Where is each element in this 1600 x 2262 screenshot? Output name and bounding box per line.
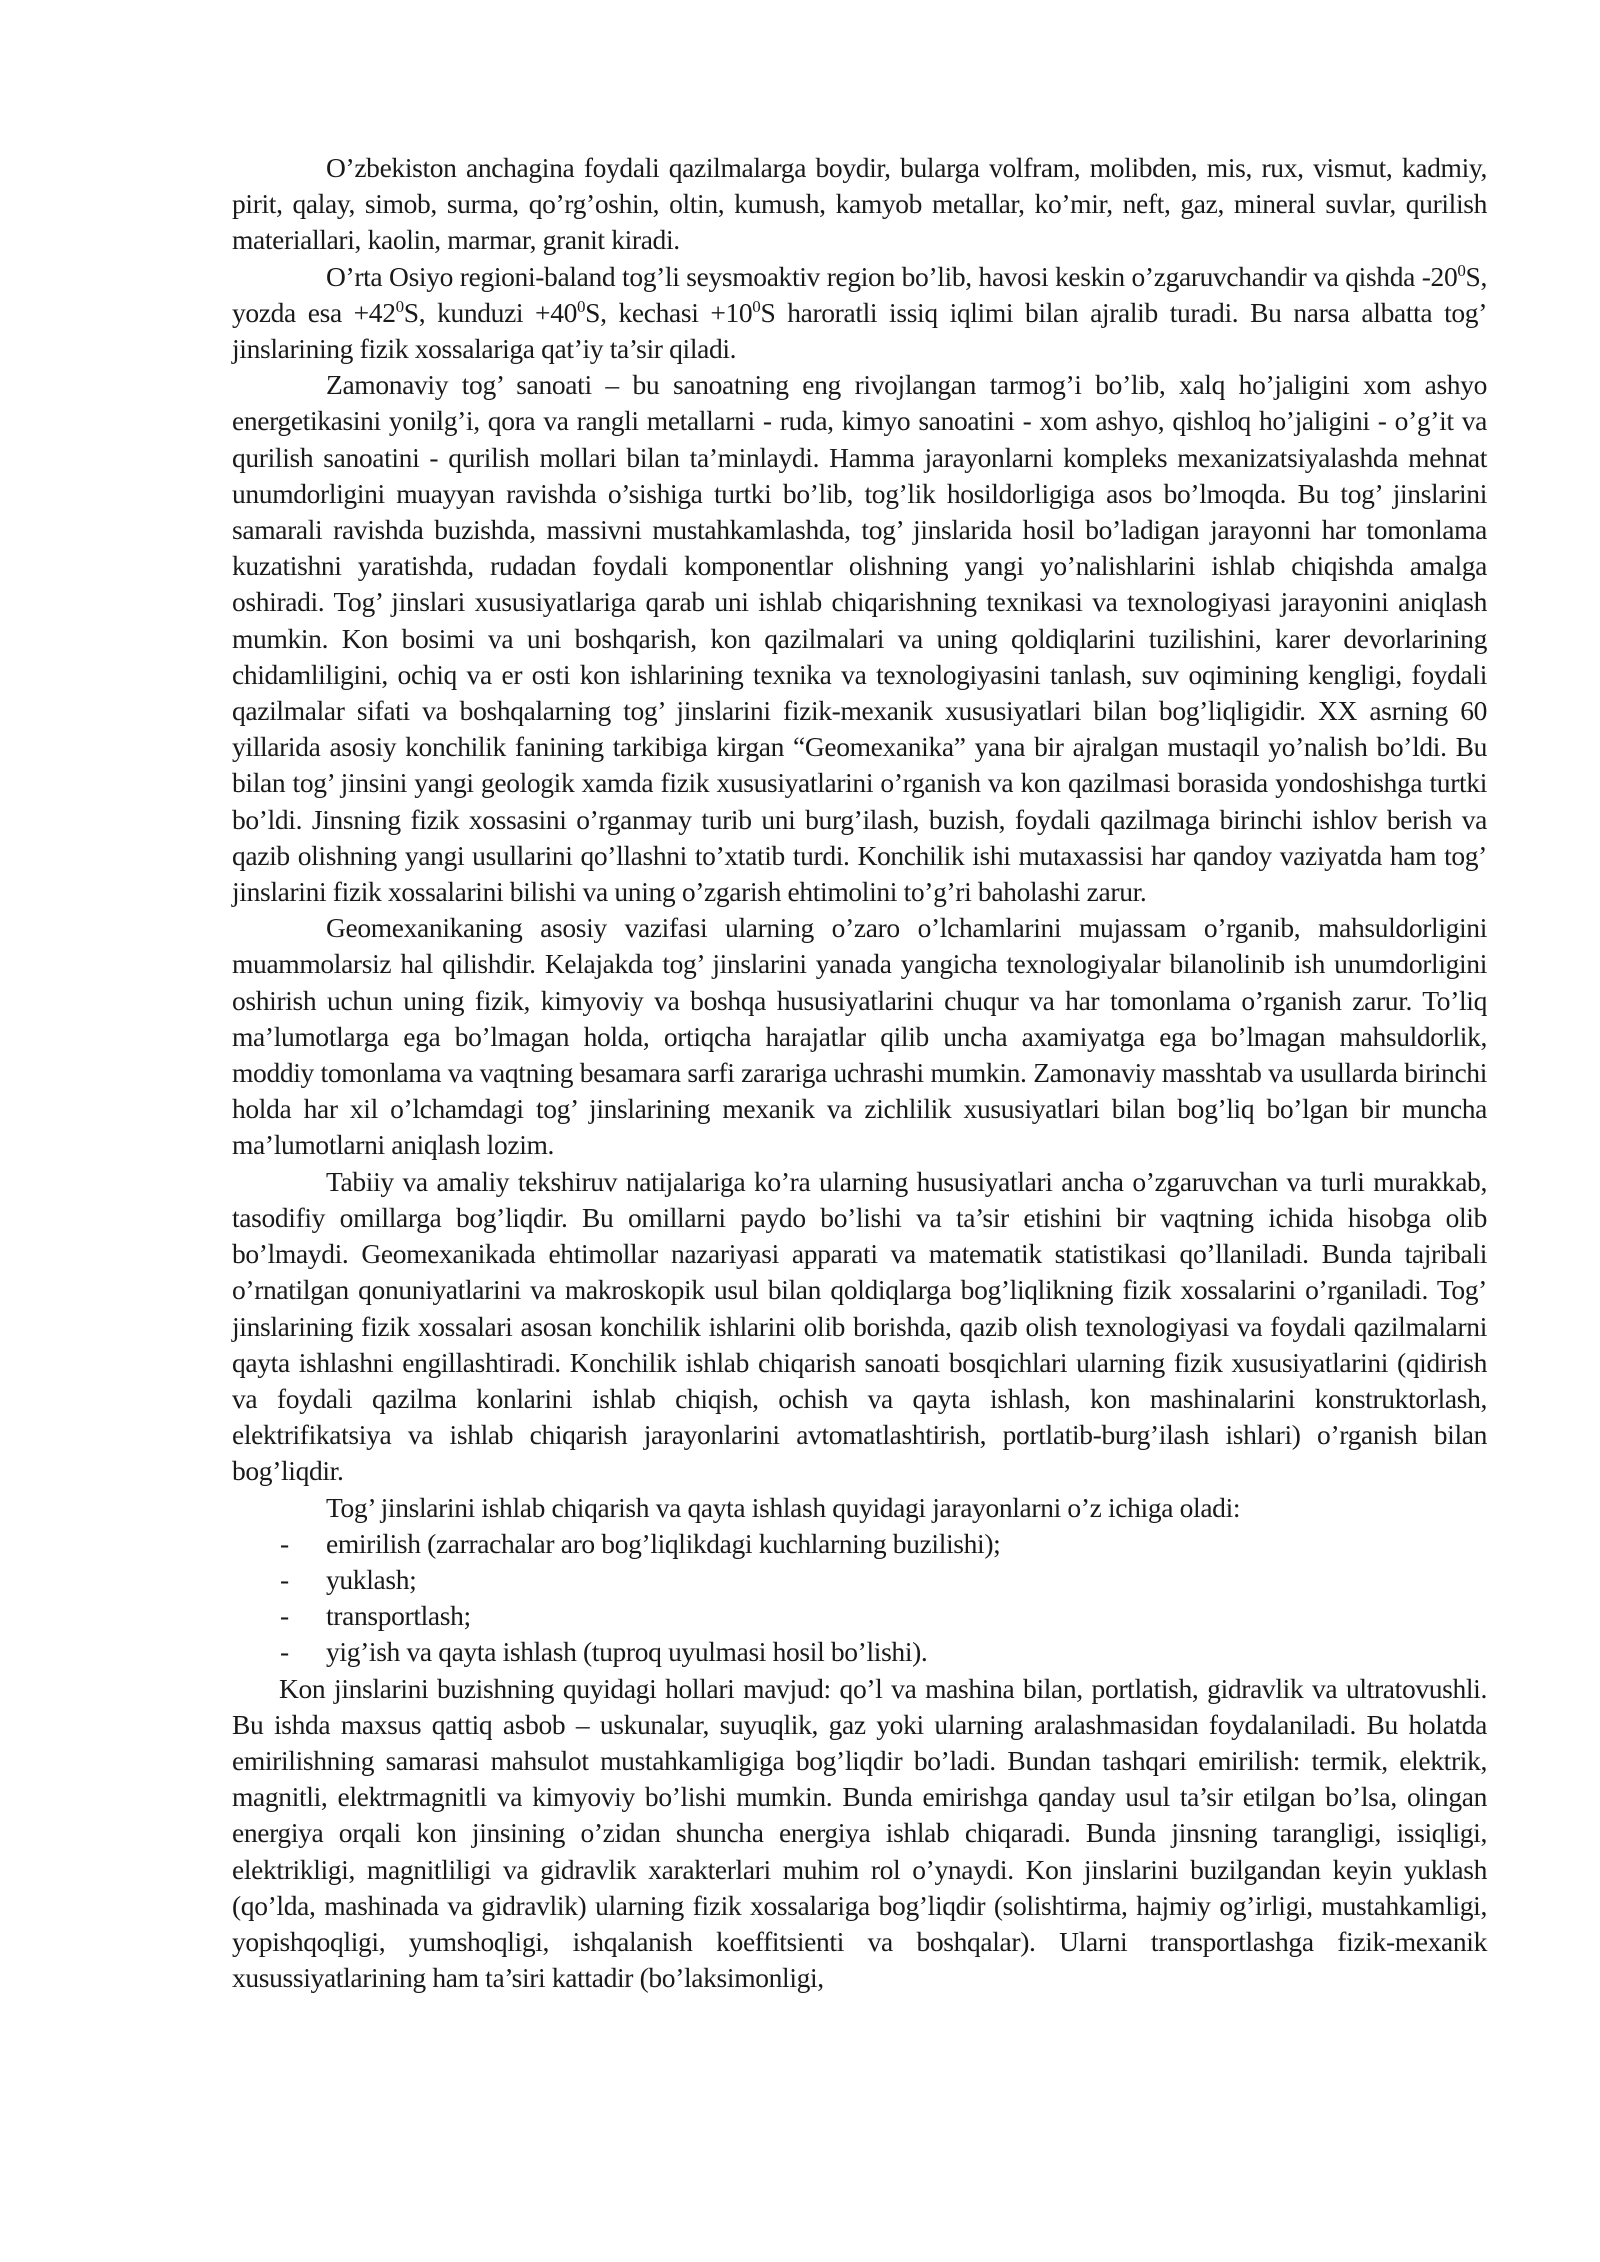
paragraph-mining-industry: Zamonaviy tog’ sanoati – bu sanoatning eng rivojlangan tarmog’i bo’lib, xalq ho’jaligini xom ashyo energetikasini yonilg’i, qora va rangli metallarni - ruda, kimyo sanoatini - xom ashyo, qishloq ho’jaligini - o’g’it va qurilish sanoatini - qurilish mollari bilan ta’minlaydi. Hamma jarayonlarni kompleks mexanizatsiyalashda mehnat unumdorligini muayyan ravishda o’sishiga turtki bo’lib, tog’lik hosildorligiga asos bo’lmoqda. Bu tog’ jinslarini samarali ravishda buzishda, massivni mustahkamlashda, tog’ jinslarida hosil bo’ladigan jarayonni har tomonlama kuzatishni yaratishda, rudadan foydali komponentlar olishning yangi yo’nalishlarini ishlab chiqishda amalga oshiradi. Tog’ jinslari xususiyatlariga qarab uni ishlab chiqarishning texnikasi va texnologiyasi jarayonini aniqlash mumkin. Kon bosimi va uni boshqarish, kon qazilmalari va uning qoldiqlarini tuzilishini, karer devorlarining chidamliligini, ochiq va er osti kon ishlarining texnika va texnologiyasini tanlash, suv oqimining kengligi, foydali qazilmalar sifati va boshqalarning tog’ jinslarini fizik-mexanik xususiyatlari bilan bog’liqligidir. XX asrning 60 yillarida asosiy konchilik fanining tarkibiga kirgan “Geomexanika” yana bir ajralgan mustaqil yo’nalish bo’ldi. Bu bilan tog’ jinsini yangi geologik xamda fizik xususiyatlarini o’rganish va kon qazilmasi borasida yondoshishga turtki bo’ldi. Jinsning fizik xossasini o’rganmay turib uni burg’ilash, buzish, foydali qazilmaga birinchi ishlov berish va qazib olishning yangi usullarini qo’llashni to’xtatib turdi. Konchilik ishi mutaxassisi har qandoy vaziyatda ham tog’ jinslarini fizik xossalarini bilishi va uning o’zgarish ehtimolini to’g’ri baholashi zarur. (232, 369, 1487, 908)
bullet-dash: - (280, 1600, 289, 1632)
climate-text-unit: S, yozda esa +42 (232, 260, 1487, 328)
paragraph-processes-intro: Tog’ jinslarini ishlab chiqarish va qayta ishlash quyidagi jarayonlarni o’z ichiga oladi: (326, 1491, 1241, 1523)
bullet-dash: - (280, 1527, 289, 1559)
list-item-text: yig’ish va qayta ishlash (tuproq uyulmasi hosil bo’lishi). (326, 1636, 928, 1668)
list-item (232, 1526, 1487, 1562)
paragraph-rock-destruction: Kon jinslarini buzishning quyidagi hollari mavjud: qo’l va mashina bilan, portlatish, gidravlik va ultratovushli. Bu ishda maxsus qattiq asbob – uskunalar, suyuqlik, gaz yoki ularning aralashmasidan foydalaniladi. Bu holatda emirilishning samarasi mahsulot mustahkamligiga bog’liqdir bo’ladi. Bundan tashqari emirilish: termik, elektrik, magnitli, elektrmagnitli va kimyoviy bo’lishi mumkin. Bunda emirishga qanday usul ta’sir etilgan bo’lsa, olingan energiya orqali kon jinsining o’zidan shuncha energiya ishlab chiqaradi. Bunda jinsning tarangligi, issiqligi, elektrikligi, magnitliligi va gidravlik xarakterlari muhim rol o’ynaydi. Kon jinslarini buzilgandan keyin yuklash (qo’lda, mashinada va gidravlik) ularning fizik xossalariga bog’liqdir (solishtirma, hajmiy og’irligi, mustahkamligi, yopishqoqligi, yumshoqligi, ishqalanish koeffitsienti va boshqalar). Ularni transportlashga fizik-mexanik xusussiyatlarining ham ta’siri kattadir (bo’laksimonligi, (232, 1672, 1487, 1994)
degree-mark: 0 (1457, 260, 1466, 280)
list-item-text: transportlash; (326, 1600, 471, 1632)
paragraph-minerals: O’zbekiston anchagina foydali qazilmalarga boydir, bularga volfram, molibden, mis, rux, vismut, kadmiy, pirit, qalay, simob, surma, qo’rg’oshin, oltin, kumush, kamyob metallar, ko’mir, neft, gaz, mineral suvlar, qurilish materiallari, kaolin, marmar, granit kiradi. (232, 152, 1487, 256)
process-list (232, 1526, 1487, 1671)
list-item (232, 1634, 1487, 1670)
paragraph-geomechanics-tasks: Geomexanikaning asosiy vazifasi ularning o’zaro o’lchamlarini mujassam o’rganib, mahsuldorligini muammolarsiz hal qilishdir. Kelajakda tog’ jinslarini yanada yangicha texnologiyalar bilanolinib ish unumdorligini oshirish uchun uning fizik, kimyoviy va boshqa hususiyatlarini chuqur va har tomonlama o’rganish zarur. To’liq ma’lumotlarga ega bo’lmagan holda, ortiqcha harajatlar qilib uncha axamiyatga ega bo’lmagan mahsuldorlik, moddiy tomonlama va vaqtning besamara sarfi zarariga uchrashi mumkin. Zamonaviy masshtab va usullarda birinchi holda har xil o’lchamdagi tog’ jinslarining mexanik va zichlilik xususiyatlari bilan bog’liq bo’lgan bir muncha ma’lumotlarni aniqlash lozim. (232, 912, 1487, 1161)
degree-mark: 0 (395, 296, 404, 316)
list-item (232, 1562, 1487, 1598)
list-item-text: emirilish (zarrachalar aro bog’liqlikdagi kuchlarning buzilishi); (326, 1527, 1001, 1559)
document-page (232, 150, 1487, 1996)
bullet-dash: - (280, 1636, 289, 1668)
paragraph-climate (232, 259, 1487, 368)
climate-text-mid2: S, kunduzi +40 (403, 296, 578, 328)
climate-text-end: S haroratli issiq iqlimi bilan ajralib turadi. Bu narsa albatta tog’ jinslarining fizik xossalariga qat’iy ta’sir qiladi. (232, 296, 1487, 365)
climate-text-mid3: S, kechasi +10 (585, 296, 753, 328)
list-item-text: yuklash; (326, 1563, 417, 1595)
climate-text-start: O’rta Osiyo regioni-baland tog’li seysmoaktiv region bo’lib, havosi keskin o’zgaruvchandir va qishda -20 (326, 260, 1458, 292)
bullet-dash: - (280, 1563, 289, 1595)
degree-mark: 0 (752, 296, 761, 316)
list-item (232, 1598, 1487, 1634)
paragraph-research-results: Tabiiy va amaliy tekshiruv natijalariga ko’ra ularning hususiyatlari ancha o’zgaruvchan va turli murakkab, tasodifiy omillarga bog’liqdir. Bu omillarni paydo bo’lishi va ta’sir etishini bir vaqtning ichida hisobga olib bo’lmaydi. Geomexanikada ehtimollar nazariyasi apparati va matematik statistikasi qo’llaniladi. Bunda tajribali o’rnatilgan qonuniyatlarini va makroskopik usul bilan qoldiqlarga bog’liqlikning fizik xossalarini o’rganiladi. Tog’ jinslarining fizik xossalari asosan konchilik ishlarini olib borishda, qazib olish texnologiyasi va foydali qazilmalarni qayta ishlashni engillashtiradi. Konchilik ishlab chiqarish sanoati bosqichlari ularning fizik xususiyatlarini (qidirish va foydali qazilma konlarini ishlab chiqish, ochish va qayta ishlash, kon mashinalarini konstruktorlash, elektrifikatsiya va ishlab chiqarish jarayonlarini avtomatlashtirish, portlatib-burg’ilash ishlari) o’rganish bilan bog’liqdir. (232, 1165, 1487, 1487)
degree-mark: 0 (577, 296, 586, 316)
